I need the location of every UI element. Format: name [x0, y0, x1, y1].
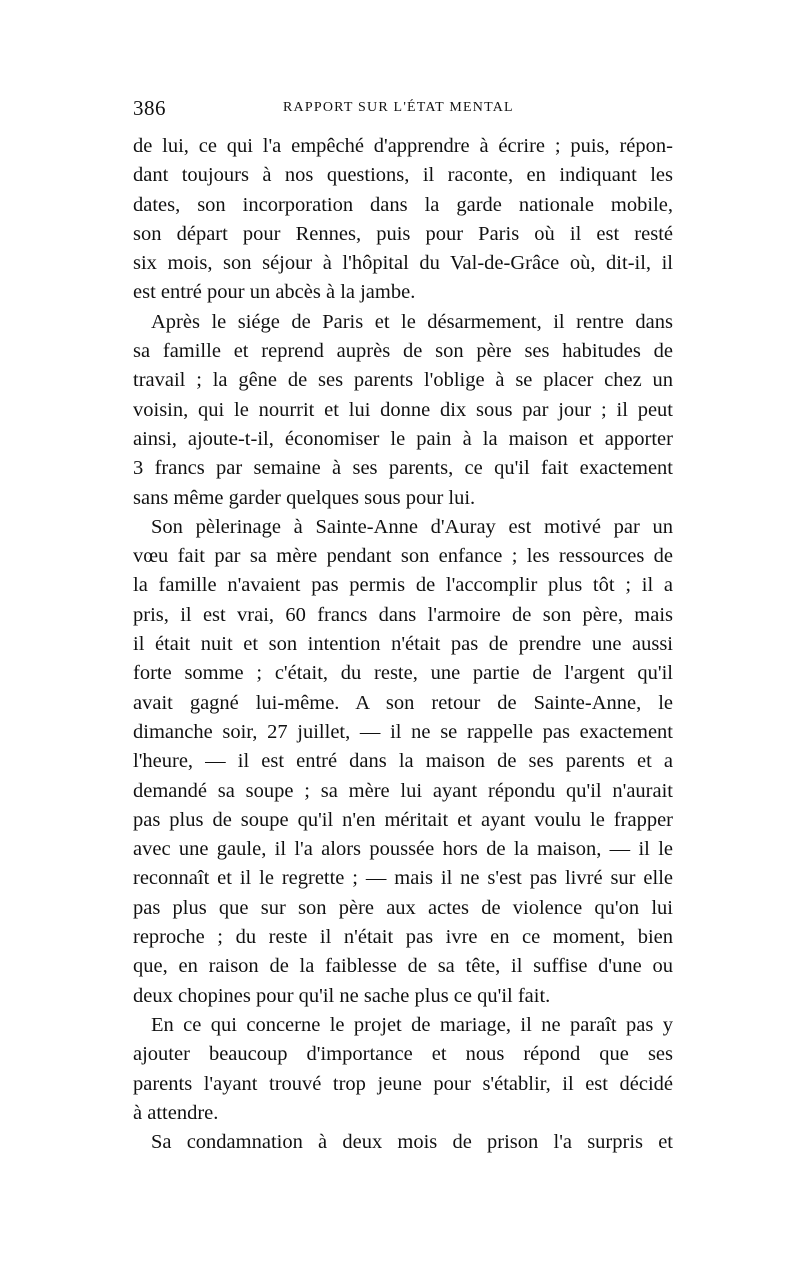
text-line: demandé sa soupe ; sa mère lui ayant répondu qu'il n'aurait — [133, 779, 673, 802]
text-line: Sa condamnation à deux mois de prison l'a surpris et — [151, 1131, 673, 1154]
text-line: ainsi, ajoute-t-il, économiser le pain à la maison et apporter — [133, 427, 673, 450]
text-line: sa famille et reprend auprès de son père ses habitudes de — [133, 340, 673, 363]
running-head — [133, 96, 673, 122]
text-line: son départ pour Rennes, puis pour Paris où il est resté — [133, 222, 673, 245]
text-line: pris, il est vrai, 60 francs dans l'armoire de son père, mais — [133, 603, 673, 626]
text-line: il était nuit et son intention n'était pas de prendre une aussi — [133, 633, 673, 656]
text-line: ajouter beaucoup d'importance et nous répond que ses — [133, 1043, 673, 1066]
text-line: 3 francs par semaine à ses parents, ce qu'il fait exactement — [133, 457, 673, 480]
text-line: Son pèlerinage à Sainte-Anne d'Auray est motivé par un — [151, 515, 673, 538]
text-line: de lui, ce qui l'a empêché d'apprendre à écrire ; puis, répon- — [133, 135, 673, 157]
text-line: travail ; la gêne de ses parents l'oblige à se placer chez un — [133, 369, 673, 392]
text-line: reproche ; du reste il n'était pas ivre en ce moment, bien — [133, 926, 673, 949]
page-number: 386 — [133, 96, 166, 120]
text-line: dimanche soir, 27 juillet, — il ne se rappelle pas exactement — [133, 720, 673, 743]
text-line: à attendre. — [133, 1101, 219, 1124]
body-text — [133, 132, 673, 1157]
running-title: RAPPORT SUR L'ÉTAT MENTAL — [283, 100, 514, 115]
text-line: que, en raison de la faiblesse de sa tête, il suffise d'une ou — [133, 955, 673, 978]
text-line: avait gagné lui-même. A son retour de Sainte-Anne, le — [133, 691, 673, 714]
text-line: sans même garder quelques sous pour lui. — [133, 486, 476, 509]
text-line: En ce qui concerne le projet de mariage, il ne paraît pas y — [151, 1013, 673, 1036]
text-line: dates, son incorporation dans la garde nationale mobile, — [133, 193, 673, 216]
text-line: avec une gaule, il l'a alors poussée hors de la maison, — il le — [133, 838, 673, 861]
text-line: forte somme ; c'était, du reste, une partie de l'argent qu'il — [133, 662, 673, 685]
text-line: Après le siége de Paris et le désarmement, il rentre dans — [151, 310, 673, 333]
text-line: la famille n'avaient pas permis de l'accomplir plus tôt ; il a — [133, 574, 673, 597]
text-line: dant toujours à nos questions, il raconte, en indiquant les — [133, 164, 673, 187]
text-line: six mois, son séjour à l'hôpital du Val-de-Grâce où, dit-il, il — [133, 252, 673, 275]
text-line: deux chopines pour qu'il ne sache plus ce qu'il fait. — [133, 984, 551, 1007]
text-line: voisin, qui le nourrit et lui donne dix sous par jour ; il peut — [133, 398, 673, 421]
text-line: reconnaît et il le regrette ; — mais il ne s'est pas livré sur elle — [133, 867, 673, 890]
text-line: est entré pour un abcès à la jambe. — [133, 281, 416, 304]
text-line: pas plus de soupe qu'il n'en méritait et ayant voulu le frapper — [133, 808, 673, 831]
text-line: vœu fait par sa mère pendant son enfance ; les ressources de — [133, 545, 673, 568]
text-line: parents l'ayant trouvé trop jeune pour s'établir, il est décidé — [133, 1072, 673, 1095]
text-line: l'heure, — il est entré dans la maison de ses parents et a — [133, 750, 673, 773]
text-line: pas plus que sur son père aux actes de violence qu'on lui — [133, 896, 673, 919]
